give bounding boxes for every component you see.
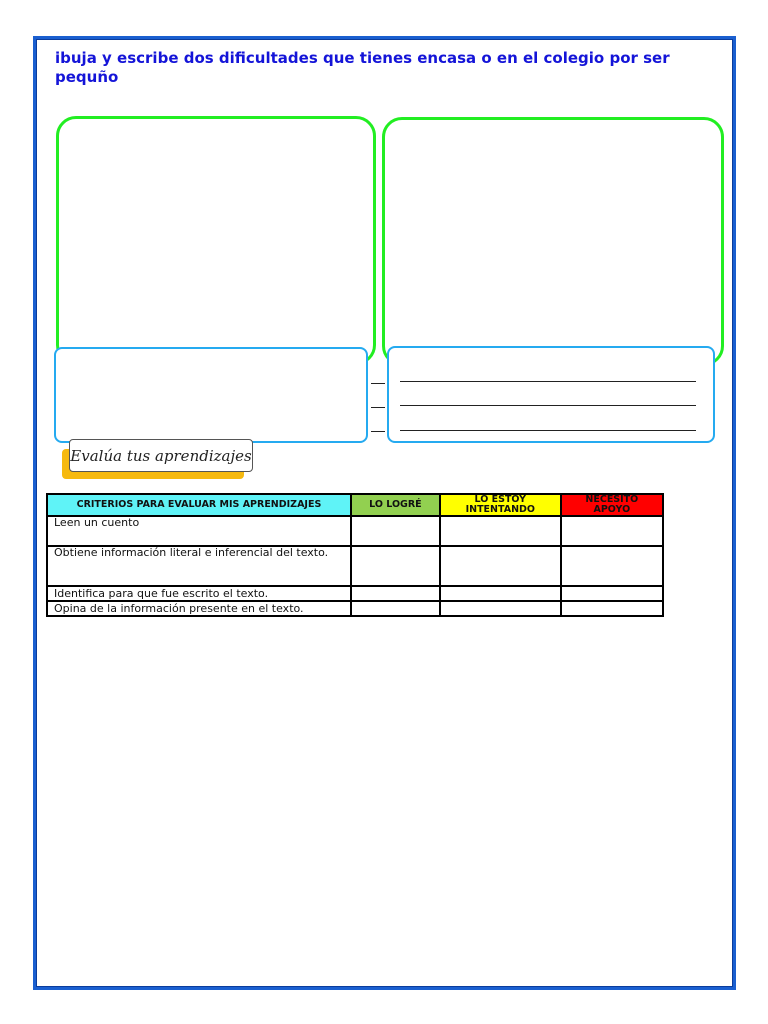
writing-box-right[interactable]: [387, 346, 715, 443]
evaluation-table: [46, 493, 664, 617]
header-necesito-apoyo: NECESITO APOYO: [561, 494, 663, 516]
table-row: [47, 586, 663, 601]
table-row: [47, 516, 663, 546]
check-cell-intentando[interactable]: [440, 516, 561, 546]
drawing-area-right[interactable]: [382, 117, 724, 366]
evalua-banner-label: Evalúa tus aprendizajes: [69, 439, 253, 472]
drawing-area-left[interactable]: [56, 116, 376, 365]
writing-line-stub: [371, 431, 385, 432]
writing-line: [400, 405, 696, 406]
criterion-cell: Opina de la información presente en el texto.: [47, 601, 351, 616]
table-header-row: [47, 494, 663, 516]
header-lo-logre: LO LOGRÉ: [351, 494, 440, 516]
check-cell-apoyo[interactable]: [561, 516, 663, 546]
check-cell-logre[interactable]: [351, 586, 440, 601]
writing-line: [400, 430, 696, 431]
table-row: [47, 546, 663, 586]
page-title: ibuja y escribe dos dificultades que tienes encasa o en el colegio por ser pequño: [55, 49, 670, 86]
check-cell-intentando[interactable]: [440, 601, 561, 616]
writing-line-stub: [371, 383, 385, 384]
criterion-cell: Obtiene información literal e inferencial del texto.: [47, 546, 351, 586]
criterion-cell: Leen un cuento: [47, 516, 351, 546]
check-cell-logre[interactable]: [351, 516, 440, 546]
check-cell-logre[interactable]: [351, 546, 440, 586]
check-cell-logre[interactable]: [351, 601, 440, 616]
writing-line-stub: [371, 407, 385, 408]
header-lo-estoy-intentando: LO ESTOY INTENTANDO: [440, 494, 561, 516]
check-cell-intentando[interactable]: [440, 586, 561, 601]
check-cell-apoyo[interactable]: [561, 586, 663, 601]
table-row: [47, 601, 663, 616]
check-cell-intentando[interactable]: [440, 546, 561, 586]
criterion-cell: Identifica para que fue escrito el texto.: [47, 586, 351, 601]
check-cell-apoyo[interactable]: [561, 546, 663, 586]
writing-line: [400, 381, 696, 382]
writing-box-left[interactable]: [54, 347, 368, 443]
header-criterios: CRITERIOS PARA EVALUAR MIS APRENDIZAJES: [47, 494, 351, 516]
check-cell-apoyo[interactable]: [561, 601, 663, 616]
